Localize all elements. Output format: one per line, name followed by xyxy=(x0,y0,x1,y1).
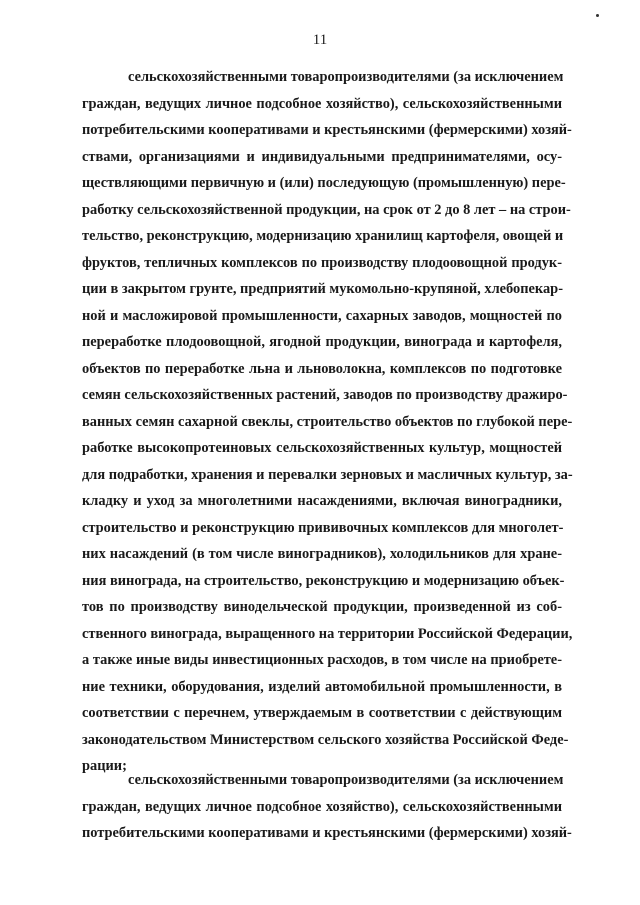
page-number: 11 xyxy=(312,32,328,48)
paragraph-line: рации; xyxy=(82,758,127,774)
paragraph-1 xyxy=(82,64,573,780)
scan-dot-mark xyxy=(596,14,599,17)
paragraph-line: ции в закрытом грунте, предприятий мукомольно-крупяной, хлебопекар- xyxy=(82,281,563,297)
paragraph-line: ния винограда, на строительство, реконструкцию и модернизацию объек- xyxy=(82,572,565,589)
paragraph-line: законодательством Министерством сельского хозяйства Российской Феде- xyxy=(82,731,569,748)
paragraph-line: ние техники, оборудования, изделий автомобильной промышленности, в xyxy=(82,678,562,695)
paragraph-line: кладку и уход за многолетними насаждениями, включая виноградники, xyxy=(82,493,562,509)
paragraph-line: тельство, реконструкцию, модернизацию хранилищ картофеля, овощей и xyxy=(82,228,564,244)
paragraph-line: ществляющими первичную и (или) последующую (промышленную) пере- xyxy=(82,175,566,191)
paragraph-line: потребительскими кооперативами и крестьянскими (фермерскими) хозяй- xyxy=(82,122,572,138)
paragraph-line: переработке плодоовощной, ягодной продукции, винограда и картофеля, xyxy=(82,334,562,350)
paragraph-line: них насаждений (в том числе виноградников), холодильников для хране- xyxy=(82,546,562,562)
paragraph-line: граждан, ведущих личное подсобное хозяйство), сельскохозяйственными xyxy=(82,95,562,112)
paragraph-2 xyxy=(82,767,572,847)
paragraph-line: а также иные виды инвестиционных расходов, в том числе на приобрете- xyxy=(82,652,562,668)
paragraph-line: ной и масложировой промышленности, сахарных заводов, мощностей по xyxy=(82,307,562,324)
paragraph-line: работке высокопротеиновых сельскохозяйственных культур, мощностей xyxy=(82,440,562,456)
paragraph-line: тов по производству винодельческой продукции, произведенной из соб- xyxy=(82,599,562,615)
paragraph-line: строительство и реконструкцию прививочных комплексов для многолет- xyxy=(82,519,564,536)
paragraph-line: для подработки, хранения и перевалки зерновых и масличных культур, за- xyxy=(82,466,573,483)
paragraph-line: сельскохозяйственными товаропроизводителями (за исключением xyxy=(128,772,564,788)
paragraph-line: работку сельскохозяйственной продукции, на срок от 2 до 8 лет – на строи- xyxy=(82,201,571,218)
paragraph-line: фруктов, тепличных комплексов по производству плодоовощной продук- xyxy=(82,254,562,271)
paragraph-line: объектов по переработке льна и льноволокна, комплексов по подготовке xyxy=(82,360,562,377)
paragraph-line: граждан, ведущих личное подсобное хозяйство), сельскохозяйственными xyxy=(82,798,562,815)
paragraph-line: ственного винограда, выращенного на территории Российской Федерации, xyxy=(82,625,573,642)
paragraph-line: потребительскими кооперативами и крестьянскими (фермерскими) хозяй- xyxy=(82,825,572,841)
paragraph-line: сельскохозяйственными товаропроизводителями (за исключением xyxy=(128,69,564,85)
paragraph-line: соответствии с перечнем, утверждаемым в соответствии с действующим xyxy=(82,705,562,721)
paragraph-line: семян сельскохозяйственных растений, заводов по производству дражиро- xyxy=(82,387,568,403)
paragraph-line: ствами, организациями и индивидуальными предпринимателями, осу- xyxy=(82,148,562,165)
paragraph-line: ванных семян сахарной свеклы, строительство объектов по глубокой пере- xyxy=(82,413,573,430)
